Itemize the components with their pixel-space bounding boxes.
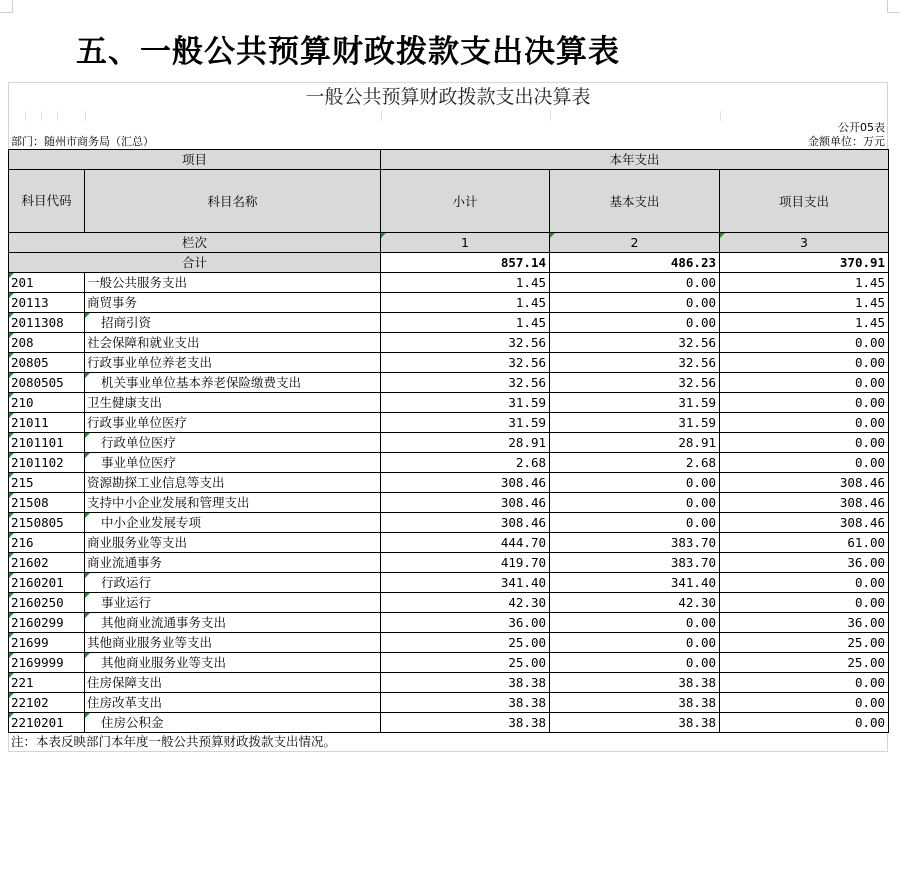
row-code: 208 xyxy=(9,333,85,353)
form-code: 公开05表 xyxy=(838,121,885,134)
row-name: 商业流通事务 xyxy=(85,553,381,573)
header-code: 科目代码 xyxy=(9,170,85,233)
row-basic: 0.00 xyxy=(550,273,720,293)
row-name: 其他商业流通事务支出 xyxy=(85,613,381,633)
header-row-1 xyxy=(9,150,889,170)
row-project: 0.00 xyxy=(720,433,889,453)
table-row xyxy=(9,433,889,453)
row-project: 0.00 xyxy=(720,593,889,613)
row-name: 其他商业服务业等支出 xyxy=(85,653,381,673)
row-basic: 0.00 xyxy=(550,633,720,653)
row-code: 21508 xyxy=(9,493,85,513)
row-project: 61.00 xyxy=(720,533,889,553)
row-subtotal: 28.91 xyxy=(381,433,550,453)
row-project: 308.46 xyxy=(720,473,889,493)
row-project: 0.00 xyxy=(720,713,889,733)
department-row xyxy=(8,135,888,149)
row-subtotal: 32.56 xyxy=(381,333,550,353)
row-code: 2160299 xyxy=(9,613,85,633)
expenditure-table xyxy=(8,149,889,733)
row-code: 2160201 xyxy=(9,573,85,593)
row-code: 2101102 xyxy=(9,453,85,473)
row-basic: 383.70 xyxy=(550,553,720,573)
row-subtotal: 1.45 xyxy=(381,293,550,313)
row-basic: 2.68 xyxy=(550,453,720,473)
header-basic: 基本支出 xyxy=(550,170,720,233)
row-subtotal: 31.59 xyxy=(381,413,550,433)
row-subtotal: 341.40 xyxy=(381,573,550,593)
row-name: 其他商业服务业等支出 xyxy=(85,633,381,653)
row-code: 216 xyxy=(9,533,85,553)
table-row xyxy=(9,473,889,493)
row-subtotal: 308.46 xyxy=(381,473,550,493)
row-name: 住房公积金 xyxy=(85,713,381,733)
column-index-3: 3 xyxy=(720,233,889,253)
row-basic: 0.00 xyxy=(550,613,720,633)
row-basic: 0.00 xyxy=(550,513,720,533)
row-project: 0.00 xyxy=(720,573,889,593)
blank-grid-row xyxy=(8,111,888,121)
row-subtotal: 32.56 xyxy=(381,353,550,373)
row-project: 1.45 xyxy=(720,293,889,313)
table-row xyxy=(9,613,889,633)
row-name: 中小企业发展专项 xyxy=(85,513,381,533)
header-row-2 xyxy=(9,170,889,233)
row-basic: 38.38 xyxy=(550,693,720,713)
row-name: 住房改革支出 xyxy=(85,693,381,713)
row-basic: 42.30 xyxy=(550,593,720,613)
row-project: 308.46 xyxy=(720,493,889,513)
table-row xyxy=(9,573,889,593)
row-basic: 0.00 xyxy=(550,313,720,333)
row-code: 21602 xyxy=(9,553,85,573)
page-title: 五、一般公共预算财政拨款支出决算表 xyxy=(76,34,620,70)
header-name: 科目名称 xyxy=(85,170,381,233)
form-code-row xyxy=(8,121,888,135)
row-subtotal: 419.70 xyxy=(381,553,550,573)
row-project: 0.00 xyxy=(720,413,889,433)
row-project: 1.45 xyxy=(720,273,889,293)
table-title: 一般公共预算财政拨款支出决算表 xyxy=(8,82,888,111)
row-basic: 341.40 xyxy=(550,573,720,593)
row-code: 2150805 xyxy=(9,513,85,533)
row-project: 0.00 xyxy=(720,353,889,373)
row-name: 事业运行 xyxy=(85,593,381,613)
row-name: 支持中小企业发展和管理支出 xyxy=(85,493,381,513)
row-subtotal: 25.00 xyxy=(381,653,550,673)
header-project-spending: 项目支出 xyxy=(720,170,889,233)
column-index-label: 栏次 xyxy=(9,233,381,253)
header-project: 项目 xyxy=(9,150,381,170)
row-name: 卫生健康支出 xyxy=(85,393,381,413)
table-row xyxy=(9,333,889,353)
table-row xyxy=(9,593,889,613)
row-name: 住房保障支出 xyxy=(85,673,381,693)
row-basic: 383.70 xyxy=(550,533,720,553)
row-code: 22102 xyxy=(9,693,85,713)
table-row xyxy=(9,653,889,673)
row-subtotal: 32.56 xyxy=(381,373,550,393)
row-basic: 0.00 xyxy=(550,653,720,673)
row-code: 221 xyxy=(9,673,85,693)
row-subtotal: 31.59 xyxy=(381,393,550,413)
total-subtotal: 857.14 xyxy=(381,253,550,273)
table-row xyxy=(9,533,889,553)
row-basic: 32.56 xyxy=(550,333,720,353)
column-index-1: 1 xyxy=(381,233,550,253)
row-basic: 31.59 xyxy=(550,393,720,413)
row-subtotal: 38.38 xyxy=(381,693,550,713)
table-row xyxy=(9,353,889,373)
row-name: 社会保障和就业支出 xyxy=(85,333,381,353)
row-project: 308.46 xyxy=(720,513,889,533)
header-subtotal: 小计 xyxy=(381,170,550,233)
row-subtotal: 25.00 xyxy=(381,633,550,653)
row-name: 行政单位医疗 xyxy=(85,433,381,453)
row-basic: 38.38 xyxy=(550,713,720,733)
column-index-2: 2 xyxy=(550,233,720,253)
row-code: 20805 xyxy=(9,353,85,373)
page-corner-right xyxy=(887,0,900,13)
row-subtotal: 2.68 xyxy=(381,453,550,473)
row-basic: 31.59 xyxy=(550,413,720,433)
row-project: 0.00 xyxy=(720,693,889,713)
row-name: 资源勘探工业信息等支出 xyxy=(85,473,381,493)
footnote: 注：本表反映部门本年度一般公共预算财政拨款支出情况。 xyxy=(8,733,888,752)
department-label: 部门：随州市商务局（汇总） xyxy=(11,135,154,148)
total-project: 370.91 xyxy=(720,253,889,273)
table-row xyxy=(9,693,889,713)
row-basic: 38.38 xyxy=(550,673,720,693)
row-project: 25.00 xyxy=(720,653,889,673)
row-code: 2169999 xyxy=(9,653,85,673)
row-basic: 28.91 xyxy=(550,433,720,453)
row-subtotal: 38.38 xyxy=(381,713,550,733)
row-basic: 32.56 xyxy=(550,373,720,393)
row-project: 1.45 xyxy=(720,313,889,333)
row-project: 36.00 xyxy=(720,613,889,633)
row-subtotal: 444.70 xyxy=(381,533,550,553)
table-row xyxy=(9,293,889,313)
row-project: 0.00 xyxy=(720,333,889,353)
row-project: 0.00 xyxy=(720,453,889,473)
table-row xyxy=(9,713,889,733)
spreadsheet xyxy=(8,82,888,752)
row-subtotal: 308.46 xyxy=(381,513,550,533)
table-row xyxy=(9,633,889,653)
row-subtotal: 1.45 xyxy=(381,273,550,293)
row-subtotal: 42.30 xyxy=(381,593,550,613)
row-name: 行政事业单位养老支出 xyxy=(85,353,381,373)
row-name: 商贸事务 xyxy=(85,293,381,313)
row-name: 机关事业单位基本养老保险缴费支出 xyxy=(85,373,381,393)
unit-label: 金额单位：万元 xyxy=(808,135,885,148)
column-index-row xyxy=(9,233,889,253)
table-row xyxy=(9,373,889,393)
row-name: 行政运行 xyxy=(85,573,381,593)
row-code: 21699 xyxy=(9,633,85,653)
total-row xyxy=(9,253,889,273)
row-code: 2210201 xyxy=(9,713,85,733)
table-row xyxy=(9,413,889,433)
header-annual-spending: 本年支出 xyxy=(381,150,889,170)
row-name: 招商引资 xyxy=(85,313,381,333)
row-code: 2101101 xyxy=(9,433,85,453)
row-project: 0.00 xyxy=(720,393,889,413)
row-basic: 0.00 xyxy=(550,293,720,313)
row-subtotal: 1.45 xyxy=(381,313,550,333)
table-row xyxy=(9,513,889,533)
row-project: 0.00 xyxy=(720,673,889,693)
row-code: 20113 xyxy=(9,293,85,313)
row-code: 201 xyxy=(9,273,85,293)
row-code: 2080505 xyxy=(9,373,85,393)
row-subtotal: 38.38 xyxy=(381,673,550,693)
total-basic: 486.23 xyxy=(550,253,720,273)
table-row xyxy=(9,453,889,473)
row-name: 商业服务业等支出 xyxy=(85,533,381,553)
row-project: 0.00 xyxy=(720,373,889,393)
table-row xyxy=(9,393,889,413)
row-basic: 0.00 xyxy=(550,473,720,493)
row-code: 210 xyxy=(9,393,85,413)
page-corner-left xyxy=(0,0,13,13)
row-code: 215 xyxy=(9,473,85,493)
total-label: 合计 xyxy=(9,253,381,273)
table-row xyxy=(9,493,889,513)
row-code: 2160250 xyxy=(9,593,85,613)
table-row xyxy=(9,313,889,333)
row-project: 25.00 xyxy=(720,633,889,653)
row-name: 一般公共服务支出 xyxy=(85,273,381,293)
row-basic: 32.56 xyxy=(550,353,720,373)
table-row xyxy=(9,273,889,293)
row-subtotal: 36.00 xyxy=(381,613,550,633)
row-name: 事业单位医疗 xyxy=(85,453,381,473)
row-code: 2011308 xyxy=(9,313,85,333)
row-basic: 0.00 xyxy=(550,493,720,513)
table-row xyxy=(9,673,889,693)
row-project: 36.00 xyxy=(720,553,889,573)
row-subtotal: 308.46 xyxy=(381,493,550,513)
row-name: 行政事业单位医疗 xyxy=(85,413,381,433)
row-code: 21011 xyxy=(9,413,85,433)
table-row xyxy=(9,553,889,573)
